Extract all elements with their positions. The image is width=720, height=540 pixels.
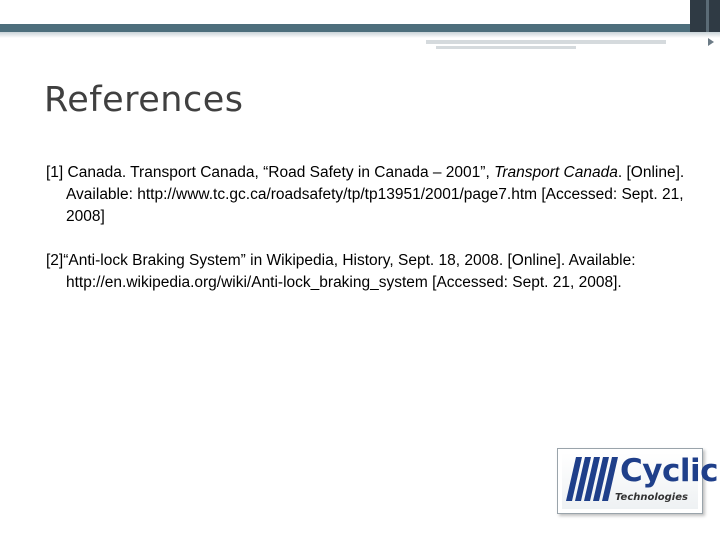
reference-text: [2]“Anti-lock Braking System” in Wikipedia, History, Sept. 18, 2008. [Online]. Available: http://en.wikipedia.org/wiki/Anti-lock_braking_system [Accessed: Sept. 21, 2008].: [46, 252, 636, 291]
reference-item: [46, 162, 686, 228]
reference-text: . [Online]. Available: http://www.tc.gc.ca/roadsafety/tp/tp13951/2001/page7.htm [Accessed: Sept. 21, 2008]: [66, 164, 685, 225]
reference-text: [1] Canada. Transport Canada, “Road Safety in Canada – 2001”,: [46, 164, 495, 181]
reference-list: [46, 162, 686, 294]
accent-line: [426, 40, 666, 44]
banner-corner-block: [690, 0, 720, 32]
logo-name: Cyclic: [620, 453, 718, 489]
reference-item: [46, 250, 686, 294]
banner-corner-strip: [706, 0, 709, 32]
slide-title: References: [44, 80, 244, 120]
company-logo: [557, 448, 718, 514]
reference-italic-text: Transport Canada: [494, 164, 618, 181]
logo-subtitle: Technologies: [615, 492, 688, 503]
top-banner-bar: [0, 24, 720, 32]
top-banner-space: [0, 0, 720, 24]
banner-shadow: [0, 32, 720, 38]
accent-line: [436, 46, 576, 49]
cyclic-stripes-icon: [566, 457, 622, 501]
triangle-marker-icon: [708, 38, 714, 46]
